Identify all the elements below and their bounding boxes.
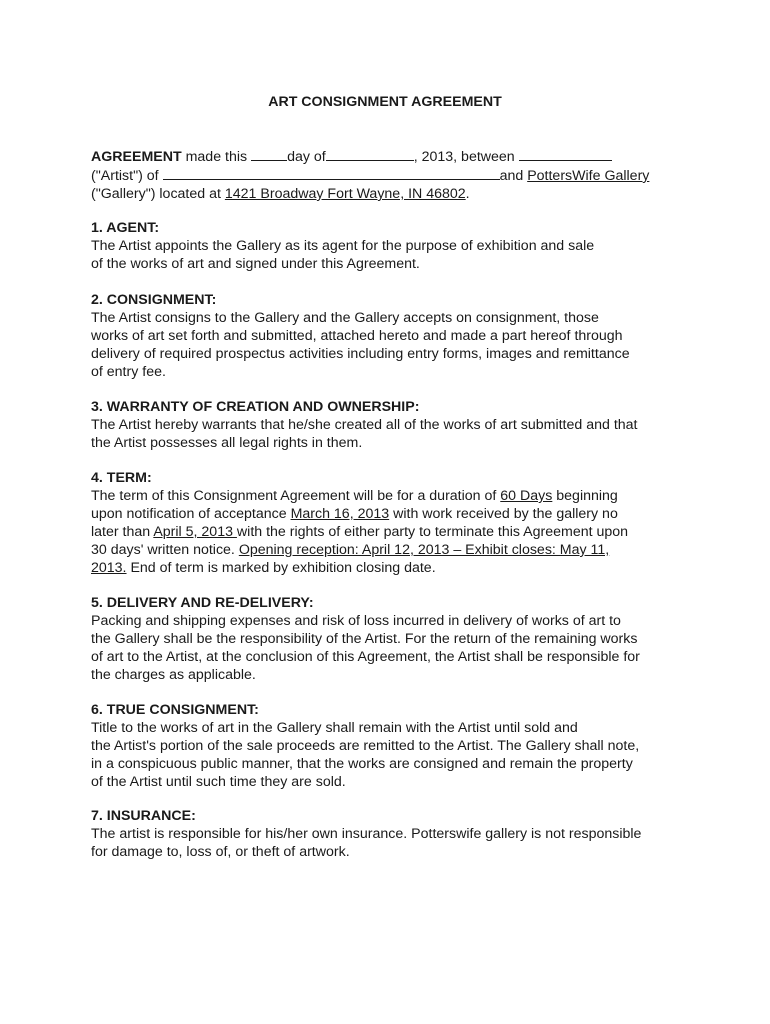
section-line — [91, 505, 691, 523]
term-text: with the rights of either party to terminate this Agreement upon — [236, 524, 629, 540]
acceptance-date: March 16, 2013 — [290, 506, 390, 522]
section-heading: 7. INSURANCE: — [91, 808, 196, 824]
section-consignment — [91, 291, 691, 381]
section-heading: 3. WARRANTY OF CREATION AND OWNERSHIP: — [91, 399, 420, 415]
agreement-intro — [91, 147, 691, 203]
section-line: the Artist possesses all legal rights in them. — [91, 435, 363, 451]
artist-address-blank-field[interactable] — [163, 166, 500, 180]
section-line: The Artist hereby warrants that he/she created all of the works of art submitted and that — [91, 417, 638, 433]
delivery-deadline: April 5, 2013 — [153, 524, 237, 540]
section-insurance — [91, 807, 691, 861]
month-blank-field[interactable] — [326, 147, 414, 161]
term-text: The term of this Consignment Agreement will be for a duration of — [91, 488, 501, 504]
exhibit-dates: Opening reception: April 12, 2013 – Exhibit closes: May 11, — [238, 542, 610, 558]
section-heading: 2. CONSIGNMENT: — [91, 292, 217, 308]
intro-and: and — [499, 168, 528, 184]
exhibit-dates: 2013. — [91, 560, 127, 576]
term-text: with work received by the gallery no — [389, 506, 618, 522]
term-text: later than — [91, 524, 154, 540]
section-line: The Artist consigns to the Gallery and the Gallery accepts on consignment, those — [91, 310, 599, 326]
section-agent — [91, 219, 691, 273]
section-term — [91, 469, 691, 577]
gallery-name: PottersWife Gallery — [527, 168, 650, 184]
section-line: The Artist appoints the Gallery as its agent for the purpose of exhibition and sale — [91, 238, 595, 254]
intro-made-this: made this — [181, 149, 252, 165]
document-title: ART CONSIGNMENT AGREEMENT — [268, 94, 502, 110]
section-line: the Gallery shall be the responsibility of the Artist. For the return of the remaining works — [91, 631, 638, 647]
section-line: of art to the Artist, at the conclusion of this Agreement, the Artist shall be responsible for — [91, 649, 640, 665]
term-text: 30 days' written notice. — [91, 542, 239, 558]
day-blank-field[interactable] — [251, 147, 287, 161]
section-heading: 4. TERM: — [91, 470, 152, 486]
term-text: beginning — [552, 488, 618, 504]
intro-day-of: day of — [287, 149, 326, 165]
section-true-consignment — [91, 701, 691, 791]
section-heading: 1. AGENT: — [91, 220, 160, 236]
section-line — [91, 523, 691, 541]
section-line: Packing and shipping expenses and risk of loss incurred in delivery of works of art to — [91, 613, 621, 629]
intro-gallery-located: ("Gallery") located at — [91, 186, 225, 202]
intro-period: . — [465, 186, 470, 202]
section-line: of the Artist until such time they are sold. — [91, 774, 346, 790]
section-line — [91, 487, 691, 505]
section-line: the Artist's portion of the sale proceeds are remitted to the Artist. The Gallery shall note, — [91, 738, 640, 754]
section-delivery — [91, 594, 691, 684]
section-line — [91, 559, 691, 577]
section-line — [91, 541, 691, 559]
section-warranty — [91, 398, 691, 452]
term-text: End of term is marked by exhibition closing date. — [126, 560, 436, 576]
intro-line-1 — [91, 147, 691, 166]
intro-line-3 — [91, 185, 691, 203]
section-line: of the works of art and signed under this Agreement. — [91, 256, 420, 272]
section-heading: 5. DELIVERY AND RE-DELIVERY: — [91, 595, 314, 611]
term-text: upon notification of acceptance — [91, 506, 291, 522]
intro-year-between: , 2013, between — [413, 149, 519, 165]
section-line: the charges as applicable. — [91, 667, 256, 683]
section-line: for damage to, loss of, or theft of artwork. — [91, 844, 350, 860]
section-line: Title to the works of art in the Gallery shall remain with the Artist until sold and — [91, 720, 578, 736]
section-line: The artist is responsible for his/her own insurance. Potterswife gallery is not responsible — [91, 826, 642, 842]
intro-artist-of: ("Artist") of — [91, 168, 163, 184]
artist-name-blank-field[interactable] — [519, 147, 612, 161]
section-line: of entry fee. — [91, 364, 166, 380]
section-heading: 6. TRUE CONSIGNMENT: — [91, 702, 259, 718]
gallery-address: 1421 Broadway Fort Wayne, IN 46802 — [224, 186, 466, 202]
term-duration: 60 Days — [500, 488, 553, 504]
intro-lead: AGREEMENT — [91, 149, 182, 165]
intro-line-2 — [91, 166, 691, 185]
section-line: works of art set forth and submitted, attached hereto and made a part hereof through — [91, 328, 623, 344]
section-line: in a conspicuous public manner, that the works are consigned and remain the property — [91, 756, 633, 772]
section-line: delivery of required prospectus activities including entry forms, images and remittance — [91, 346, 630, 362]
